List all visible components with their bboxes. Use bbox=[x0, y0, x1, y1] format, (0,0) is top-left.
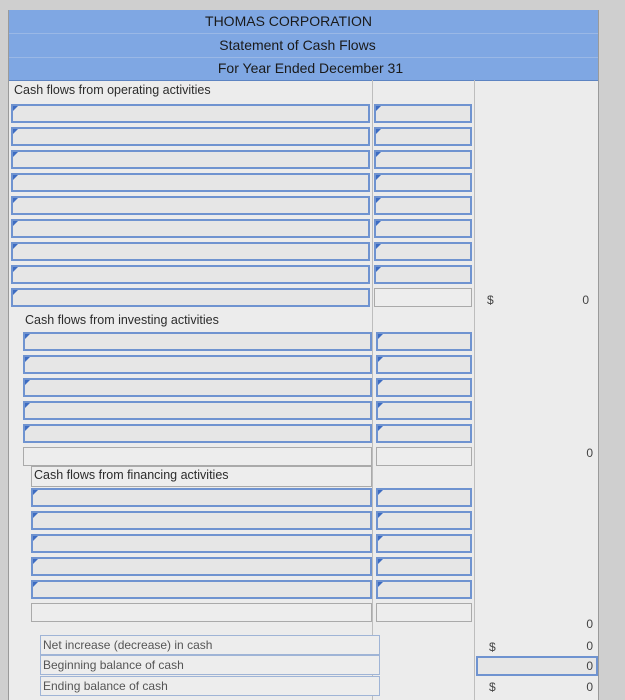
investing-total-value: 0 bbox=[586, 446, 593, 460]
ending-balance-value: 0 bbox=[586, 680, 593, 694]
investing-amount-input[interactable] bbox=[376, 424, 472, 443]
financing-description-input[interactable] bbox=[31, 557, 372, 576]
operating-description-input[interactable] bbox=[11, 242, 370, 261]
investing-subtotal-row bbox=[23, 447, 372, 466]
financing-amount-input[interactable] bbox=[376, 557, 472, 576]
investing-amount-input[interactable] bbox=[376, 355, 472, 374]
financing-amount-input[interactable] bbox=[376, 580, 472, 599]
net-change-dollar: $ bbox=[489, 640, 496, 654]
financing-amount-input[interactable] bbox=[376, 534, 472, 553]
operating-description-input[interactable] bbox=[11, 104, 370, 123]
beginning-balance-value: 0 bbox=[586, 659, 593, 673]
cash-flow-worksheet bbox=[8, 10, 599, 700]
investing-section-label: Cash flows from investing activities bbox=[25, 313, 219, 327]
statement-period: For Year Ended December 31 bbox=[217, 60, 404, 76]
operating-description-input[interactable] bbox=[11, 219, 370, 238]
operating-amount-input[interactable] bbox=[374, 104, 472, 123]
investing-description-input[interactable] bbox=[23, 401, 372, 420]
operating-amount-input[interactable] bbox=[374, 265, 472, 284]
investing-description-input[interactable] bbox=[23, 355, 372, 374]
financing-description-input[interactable] bbox=[31, 580, 372, 599]
operating-amount-input[interactable] bbox=[374, 150, 472, 169]
financing-amount-cell bbox=[376, 603, 472, 622]
operating-total-value: 0 bbox=[582, 293, 589, 307]
ending-balance-dollar: $ bbox=[489, 680, 496, 694]
operating-description-input[interactable] bbox=[11, 127, 370, 146]
financing-amount-input[interactable] bbox=[376, 511, 472, 530]
operating-amount-input[interactable] bbox=[374, 127, 472, 146]
operating-description-input[interactable] bbox=[11, 173, 370, 192]
financing-description-input[interactable] bbox=[31, 534, 372, 553]
statement-title-row bbox=[9, 34, 598, 58]
investing-description-input[interactable] bbox=[23, 378, 372, 397]
column-divider bbox=[474, 80, 475, 700]
operating-amount-input[interactable] bbox=[374, 173, 472, 192]
operating-description-input[interactable] bbox=[11, 265, 370, 284]
net-change-label: Net increase (decrease) in cash bbox=[43, 638, 213, 652]
company-name: THOMAS CORPORATION bbox=[205, 13, 372, 29]
investing-amount-input[interactable] bbox=[376, 378, 472, 397]
statement-header bbox=[9, 10, 598, 81]
financing-amount-input[interactable] bbox=[376, 488, 472, 507]
operating-description-input[interactable] bbox=[11, 150, 370, 169]
investing-description-input[interactable] bbox=[23, 332, 372, 351]
company-name-row bbox=[9, 10, 598, 34]
ending-balance-label: Ending balance of cash bbox=[43, 679, 168, 693]
financing-description-input[interactable] bbox=[31, 511, 372, 530]
operating-description-input[interactable] bbox=[11, 196, 370, 215]
statement-period-row bbox=[9, 57, 598, 80]
operating-description-input[interactable] bbox=[11, 288, 370, 307]
statement-title: Statement of Cash Flows bbox=[219, 37, 376, 53]
investing-amount-cell bbox=[376, 447, 472, 466]
financing-description-input[interactable] bbox=[31, 488, 372, 507]
operating-total-dollar: $ bbox=[487, 293, 494, 307]
financing-subtotal-row bbox=[31, 603, 372, 622]
operating-amount-input[interactable] bbox=[374, 196, 472, 215]
investing-amount-input[interactable] bbox=[376, 332, 472, 351]
operating-amount-input[interactable] bbox=[374, 219, 472, 238]
investing-amount-input[interactable] bbox=[376, 401, 472, 420]
net-change-value: 0 bbox=[586, 639, 593, 653]
column-divider bbox=[372, 80, 373, 700]
operating-section-label: Cash flows from operating activities bbox=[14, 83, 211, 97]
operating-amount-cell bbox=[374, 288, 472, 307]
operating-amount-input[interactable] bbox=[374, 242, 472, 261]
beginning-balance-label: Beginning balance of cash bbox=[43, 658, 184, 672]
financing-section-label: Cash flows from financing activities bbox=[34, 468, 229, 482]
investing-description-input[interactable] bbox=[23, 424, 372, 443]
financing-total-value: 0 bbox=[586, 617, 593, 631]
